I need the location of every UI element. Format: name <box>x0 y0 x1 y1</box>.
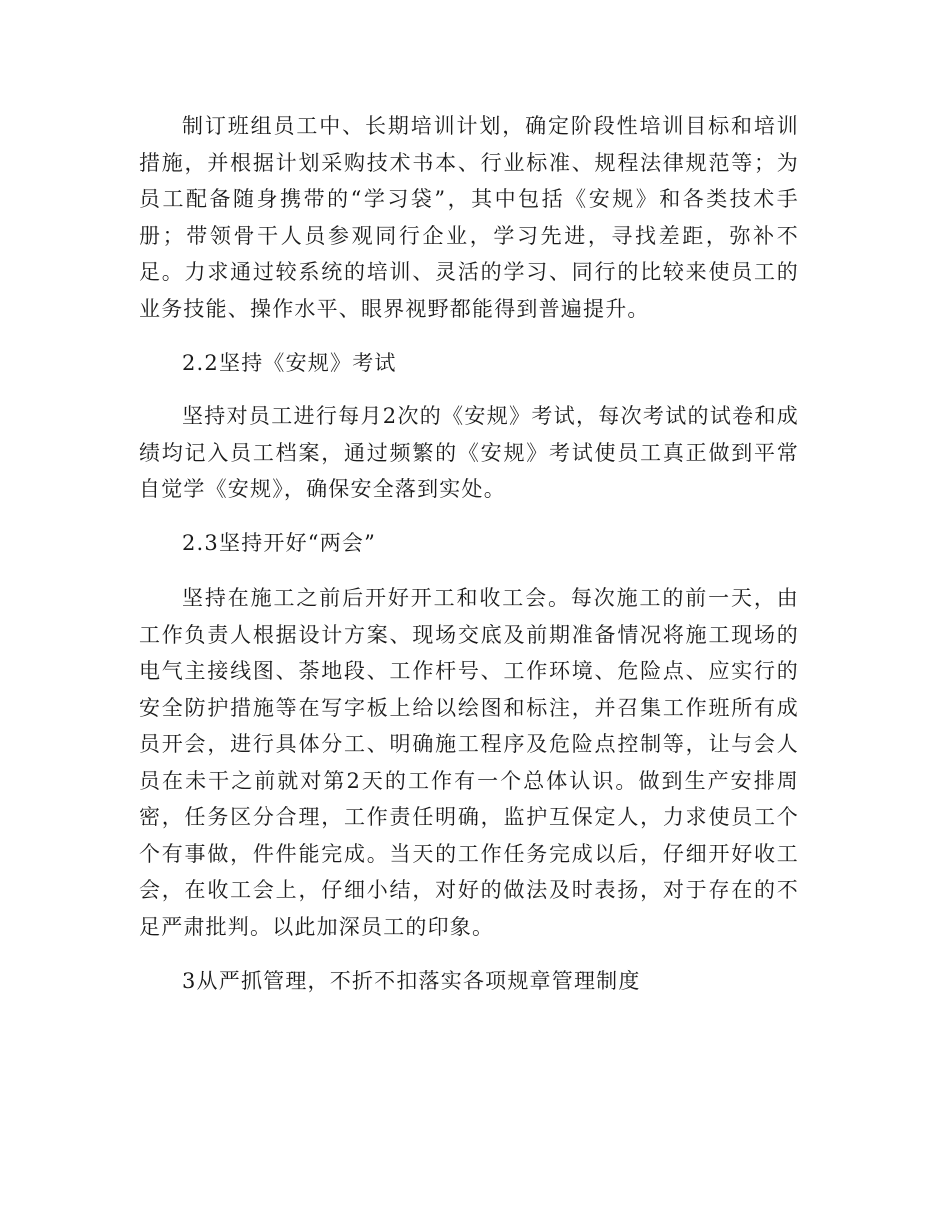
paragraph-two-meetings: 坚持在施工之前后开好开工和收工会。每次施工的前一天，由工作负责人根据设计方案、现场交底及前期准备情况将施工现场的电气主接线图、荼地段、工作杆号、工作环境、危险点、应实行的安全防护措施等在写字板上给以绘图和标注，并召集工作班所有成员开会，进行具体分工、明确施工程序及危险点控制等，让与会人员在未干之前就对第2天的工作有一个总体认识。做到生产安排周密，任务区分合理，工作责任明确，监护互保定人，力求使员工个个有事做，件件能完成。当天的工作任务完成以后，仔细开好收工会，在收工会上，仔细小结，对好的做法及时表扬，对于存在的不足严肃批判。以此加深员工的印象。 <box>139 586 799 939</box>
section-heading-2-3: 2.3坚持开好“两会” <box>182 531 377 555</box>
section-heading-3: 3从严抓管理，不折不扣落实各项规章管理制度 <box>182 969 641 993</box>
paragraph-safety-exam: 坚持对员工进行每月2次的《安规》考试，每次考试的试卷和成绩均记入员工档案，通过频繁的《安规》考试使员工真正做到平常自觉学《安规》，确保安全落到实处。 <box>139 404 799 501</box>
paragraph-training-plan: 制订班组员工中、长期培训计划，确定阶段性培训目标和培训措施，并根据计划采购技术书本、行业标准、规程法律规范等；为员工配备随身携带的“学习袋”，其中包括《安规》和各类技术手册；带领骨干人员参观同行企业，学习先进，寻找差距，弥补不足。力求通过较系统的培训、灵活的学习、同行的比较来使员工的业务技能、操作水平、眼界视野都能得到普遍提升。 <box>139 114 799 321</box>
section-heading-2-2: 2.2坚持《安规》考试 <box>182 351 397 375</box>
